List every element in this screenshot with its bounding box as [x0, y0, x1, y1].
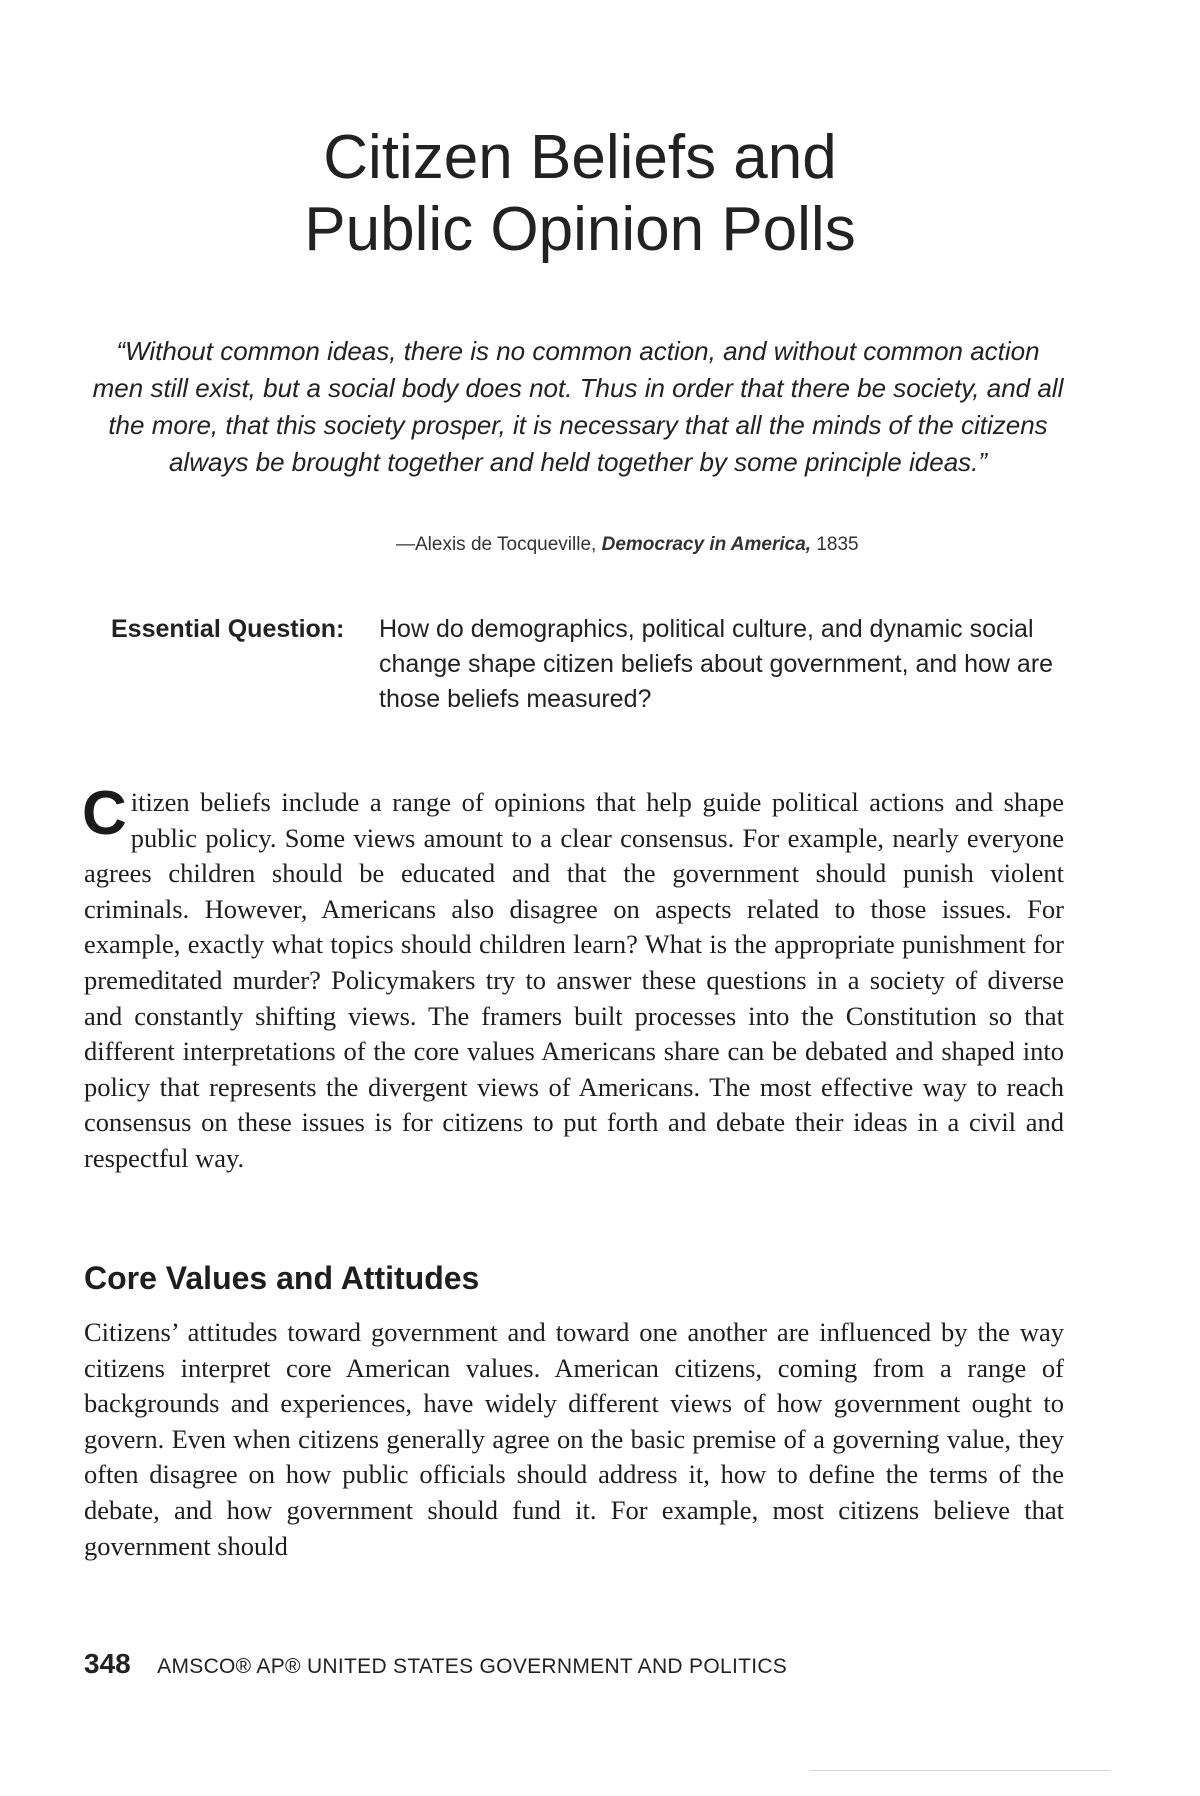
section-paragraph: Citizens’ attitudes toward government and toward one another are influenced by the way citizens interpret core American values. American citizens, coming from a range of backgrounds and experiences, have widely different views of how government ought to govern. Even when citizens generally agree on the basic premise of a governing value, they often disagree on how public officials should address it, how to define the terms of the debate, and how government should fund it. For example, most citizens believe that government should: [84, 1317, 1064, 1561]
chapter-title: [0, 122, 1160, 266]
running-head: AMSCO® AP® UNITED STATES GOVERNMENT AND POLITICS: [157, 1655, 788, 1678]
essential-question-text: How do demographics, political culture, and dynamic social change shape citizen beliefs about government, and how are those beliefs measured?: [379, 615, 1054, 713]
chapter-title-line-2: Public Opinion Polls: [304, 195, 856, 264]
essential-question-label: Essential Question:: [111, 615, 345, 643]
chapter-title-line-1: Citizen Beliefs and: [323, 123, 837, 192]
attribution-author: —Alexis de Tocqueville,: [396, 534, 602, 555]
page-footer: [84, 1648, 787, 1680]
page-number: 348: [84, 1648, 131, 1679]
drop-cap: C: [82, 779, 127, 848]
intro-paragraph-text: itizen beliefs include a range of opinions that help guide political actions and shape public policy. Some views amount to a clear consensus. For example, nearly everyone agrees children should be educated and that the government should punish violent criminals. However, Americans also disagree on aspects related to those issues. For example, exactly what topics should children learn? What is the appropriate punishment for premeditated murder? Policymakers try to answer these questions in a society of diverse and constantly shifting views. The framers built processes into the Constitution so that different interpretations of the core values Americans share can be debated and shaped into policy that represents the divergent views of Americans. The most effective way to reach consensus on these issues is for citizens to put forth and debate their ideas in a civil and respectful way.: [84, 787, 1064, 1173]
epigraph-quote: “Without common ideas, there is no common action, and without common action men still exist, but a social body does not. Thus in order that there be society, and all the more, that this society prosper, it is necessary that all the minds of the citizens always be brought together and held together by some principle ideas.”: [92, 336, 1064, 477]
intro-paragraph: [82, 779, 1064, 1177]
attribution-year: 1835: [811, 534, 859, 555]
attribution-work: Democracy in America,: [601, 534, 812, 555]
scan-artifact-line: [810, 1770, 1110, 1771]
section-heading: Core Values and Attitudes: [84, 1260, 480, 1296]
epigraph-attribution: [396, 534, 859, 556]
